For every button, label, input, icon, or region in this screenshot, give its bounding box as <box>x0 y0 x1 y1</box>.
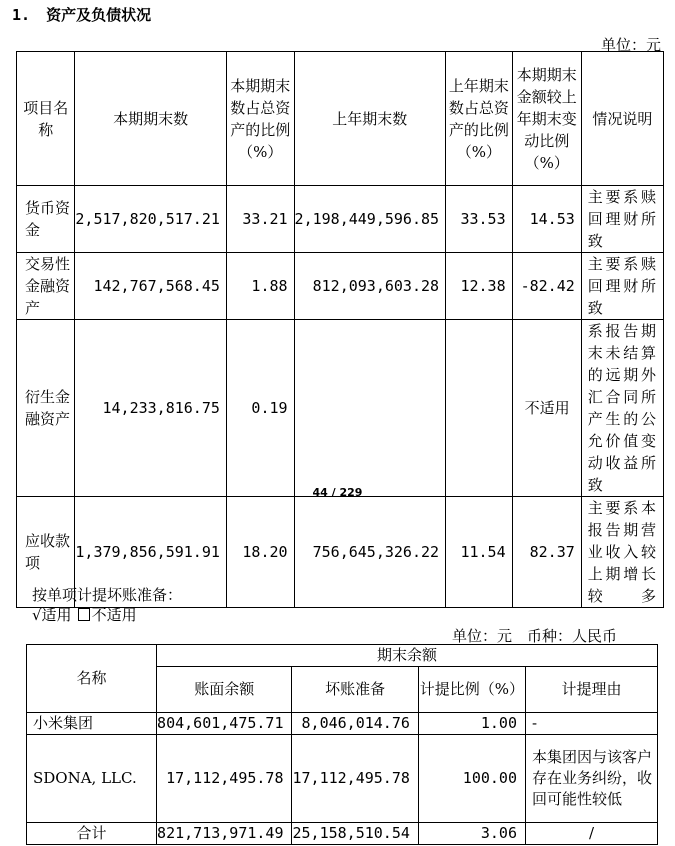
row-provision: 17,112,495.78 <box>292 735 418 823</box>
not-applicable-option: 不适用 <box>91 606 137 624</box>
row-ratio: 100.00 <box>418 735 525 823</box>
table2-header-row <box>27 645 658 667</box>
row-reason: - <box>525 713 657 735</box>
header-note: 情况说明 <box>581 52 663 186</box>
row-prior <box>294 320 446 497</box>
row-prior-pct: 11.54 <box>446 497 513 608</box>
row-current: 14,233,816.75 <box>75 320 227 497</box>
row-provision: 25,158,510.54 <box>292 823 418 845</box>
row-current-pct: 0.19 <box>226 320 294 497</box>
row-current: 142,767,568.45 <box>75 253 227 320</box>
header-change: 本期期末金额较上年期末变动比例（%） <box>512 52 581 186</box>
page-number: 44 / 229 <box>312 486 363 499</box>
header-ratio: 计提比例（%） <box>418 667 525 713</box>
row-prior-pct: 33.53 <box>446 186 513 253</box>
section-heading <box>12 4 151 25</box>
table1-header-row <box>17 52 664 186</box>
table-row <box>27 735 658 823</box>
table-row <box>27 713 658 735</box>
row-change: 14.53 <box>512 186 581 253</box>
section-number: 1. <box>12 6 31 24</box>
table-row <box>17 253 664 320</box>
bad-debt-intro: 按单项计提坏账准备： <box>32 586 183 604</box>
row-reason: / <box>525 823 657 845</box>
table-row-total <box>27 823 658 845</box>
row-note: 系报告期末未结算的远期外汇合同所产生的公允价值变动收益所致 <box>581 320 663 497</box>
row-name: 货币资金 <box>17 186 75 253</box>
bad-debt-table <box>26 644 658 845</box>
row-change: -82.42 <box>512 253 581 320</box>
row-current-pct: 1.88 <box>226 253 294 320</box>
header-prior: 上年期末数 <box>294 52 446 186</box>
row-name: 交易性金融资产 <box>17 253 75 320</box>
row-change: 82.37 <box>512 497 581 608</box>
asset-liability-table <box>16 51 664 608</box>
row-change: 不适用 <box>512 320 581 497</box>
row-name: 应收款项 <box>17 497 75 608</box>
row-current-pct: 18.20 <box>226 497 294 608</box>
row-name: SDONA, LLC. <box>27 735 157 823</box>
table1-unit: 单位：元 <box>600 36 661 54</box>
row-prior: 2,198,449,596.85 <box>294 186 446 253</box>
section-title: 资产及负债状况 <box>46 6 152 24</box>
row-current: 2,517,820,517.21 <box>75 186 227 253</box>
row-reason: 本集团因与该客户存在业务纠纷，收回可能性较低 <box>525 735 657 823</box>
row-current: 1,379,856,591.91 <box>75 497 227 608</box>
table2-unit: 单位：元 币种：人民币 <box>452 627 618 645</box>
applicable-option: √适用 <box>32 606 72 624</box>
row-prior-pct <box>446 320 513 497</box>
row-ratio: 3.06 <box>418 823 525 845</box>
table-row <box>17 320 664 497</box>
header-reason: 计提理由 <box>525 667 657 713</box>
table-row <box>17 186 664 253</box>
header-current-pct: 本期期末数占总资产的比例（%） <box>226 52 294 186</box>
applicability-line <box>32 604 137 625</box>
row-ratio: 1.00 <box>418 713 525 735</box>
row-book: 17,112,495.78 <box>157 735 292 823</box>
header-item-name: 项目名称 <box>17 52 75 186</box>
row-note: 主要系赎回理财所致 <box>581 186 663 253</box>
row-book: 804,601,475.71 <box>157 713 292 735</box>
row-book: 821,713,971.49 <box>157 823 292 845</box>
header-prior-pct: 上年期末数占总资产的比例（%） <box>446 52 513 186</box>
header-provision: 坏账准备 <box>292 667 418 713</box>
row-name: 合计 <box>27 823 157 845</box>
row-prior: 756,645,326.22 <box>294 497 446 608</box>
row-prior-pct: 12.38 <box>446 253 513 320</box>
row-note: 主要系赎回理财所致 <box>581 253 663 320</box>
row-note: 主要系本报告期营业收入较上期增长较多 <box>581 497 663 608</box>
row-provision: 8,046,014.76 <box>292 713 418 735</box>
header-name: 名称 <box>27 645 157 713</box>
row-current-pct: 33.21 <box>226 186 294 253</box>
row-prior: 812,093,603.28 <box>294 253 446 320</box>
header-book: 账面余额 <box>157 667 292 713</box>
row-name: 小米集团 <box>27 713 157 735</box>
row-name: 衍生金融资产 <box>17 320 75 497</box>
checkbox-icon <box>78 608 90 621</box>
header-group: 期末余额 <box>157 645 658 667</box>
header-current: 本期期末数 <box>75 52 227 186</box>
